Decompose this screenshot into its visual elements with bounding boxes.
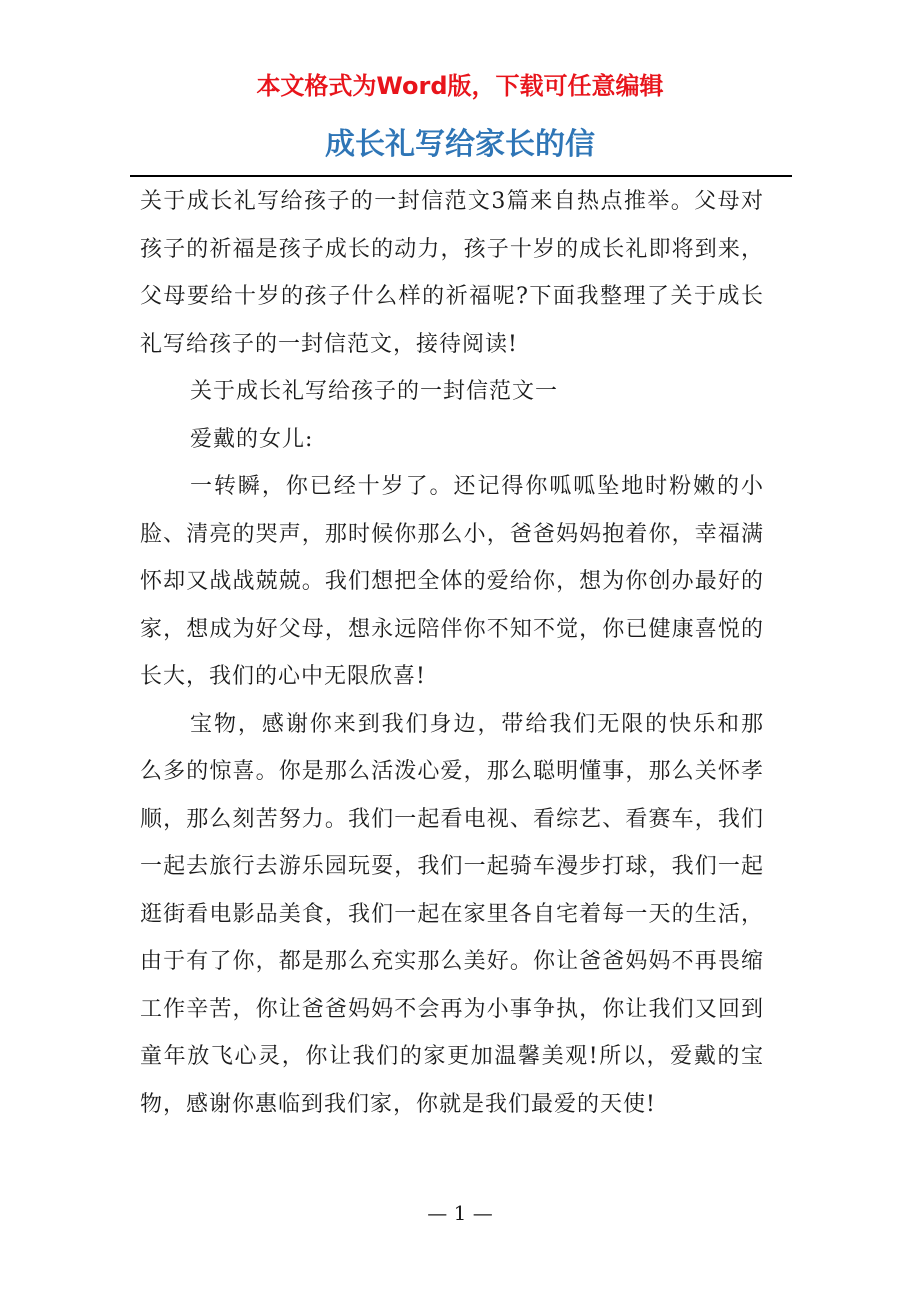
page-number: — 1 —: [427, 1201, 493, 1225]
document-body: [140, 178, 764, 1128]
intro-paragraph: 关于成长礼写给孩子的一封信范文3篇来自热点推举。父母对孩子的祈福是孩子成长的动力，孩子十岁的成长礼即将到来，父母要给十岁的孩子什么样的祈福呢?下面我整理了关于成长礼写给孩子的一封信范文，接待阅读!: [140, 189, 764, 357]
body-paragraph: 宝物，感谢你来到我们身边，带给我们无限的快乐和那么多的惊喜。你是那么活泼心爱，那么聪明懂事，那么关怀孝顺，那么刻苦努力。我们一起看电视、看综艺、看赛车，我们一起去旅行去游乐园玩耍，我们一起骑车漫步打球，我们一起逛街看电影品美食，我们一起在家里各自宅着每一天的生活，由于有了你，都是那么充实那么美好。你让爸爸妈妈不再畏缩工作辛苦，你让爸爸妈妈不会再为小事争执，你让我们又回到童年放飞心灵，你让我们的家更加温馨美观!所以，爱戴的宝物，感谢你惠临到我们家，你就是我们最爱的天使!: [140, 711, 764, 1117]
letter-salutation: 爱戴的女儿:: [190, 426, 314, 452]
format-notice-banner: 本文格式为Word版，下载可任意编辑: [256, 72, 664, 100]
section-heading: 关于成长礼写给孩子的一封信范文一: [190, 379, 559, 404]
title-divider: [130, 175, 792, 177]
body-paragraph: 一转瞬，你已经十岁了。还记得你呱呱坠地时粉嫩的小脸、清亮的哭声，那时候你那么小，爸爸妈妈抱着你，幸福满怀却又战战兢兢。我们想把全体的爱给你，想为你创办最好的家，想成为好父母，想永远陪伴你不知不觉，你已健康喜悦的长大，我们的心中无限欣喜!: [140, 474, 764, 689]
document-title: 成长礼写给家长的信: [325, 127, 595, 162]
